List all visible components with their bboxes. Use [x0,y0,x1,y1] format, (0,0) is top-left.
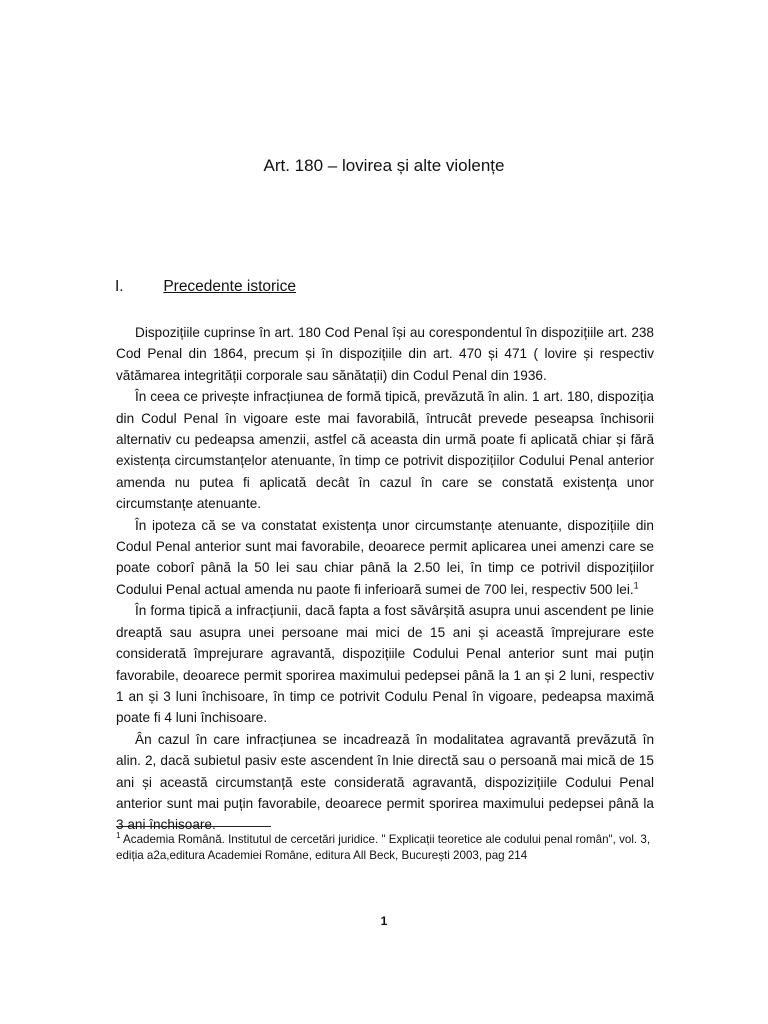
paragraph-text: În ipoteza că se va constatat existența unor circumstanțe atenuante, dispozițiile din Codul Penal anterior sunt mai favorabile, deoarece permit aplicarea unei amenzi care se poate coborî până la 50 lei sau chiar până la 2.50 lei, în timp ce potrivil dispozițiilor Codului Penal actual amenda nu paote fi inferioară sumei de 700 lei, respectiv 500 lei. [116,517,654,597]
footnote [116,832,656,864]
footnote-reference[interactable]: 1 [633,580,639,591]
paragraph: În ceea ce privește infracțiunea de formă tipică, prevăzută în alin. 1 art. 180, dispoziția din Codul Penal în vigoare este mai favorabilă, întrucât prevede peseapsa închisorii alternativ cu pedeapsa amenzii, astfel că aceasta din urmă poate fi aplicată chiar și fără existența circumstanțelor atenuante, în timp ce potrivit dispozițiilor Codului Penal anterior amenda nu putea fi aplicată decât în cazul în care se constată existența unor circumstanțe atenuante. [116,389,654,512]
paragraph: În forma tipică a infracțiunii, dacă fapta a fost săvârșită asupra unui ascendent pe linie dreaptă sau asupra unei persoane mai mici de 15 ani și această împrejurare este considerată împrejurare agravantă, dispozițiile Codului Penal anterior sunt mai puțin favorabile, deoarece permit sporirea maximului pedepsei până la 1 an și 2 luni, respectiv 1 an și 3 luni închisoare, în timp ce potrivit Codulu Penal în vigoare, pedeapsa maximă poate fi 4 luni închisoare. [116,603,654,726]
footnote-marker: 1 [116,831,121,841]
paragraph: Ân cazul în care infracțiunea se incadrează în modalitatea agravantă prevăzută în alin. 2, dacă subietul pasiv este ascendent în lnie directă sau o persoană mai mică de 15 ani și această circumstanță este considerată agravantă, dispozizițiile Codului Penal anterior sunt mai puțin favorabile, deoarece permit sporirea maximului pedepsei până la 3 ani închisoare. [116,731,654,833]
section-header [115,278,296,296]
footnote-text: Academia Română. Institutul de cercetări juridice. " Explicații teoretice ale codului penal român", vol. 3, ediția a2a,editura Academiei Romȃne, editura All Beck, București 2003, pag 214 [116,833,651,862]
section-heading: Precedente istorice [163,278,296,295]
footnote-divider [116,826,271,827]
body-text [116,322,654,836]
paragraph [116,515,654,601]
page-number: 1 [380,914,388,928]
page-title: Art. 180 – lovirea și alte violențe [263,156,505,175]
section-number: I. [115,278,124,295]
paragraph: Dispozițiile cuprinse în art. 180 Cod Penal își au corespondentul în dispozițiile art. 238 Cod Penal din 1864, precum și în dispozițiile din art. 470 și 471 ( lovire și respectiv vătămarea integrității corporale sau sănătații) din Codul Penal din 1936. [116,325,654,383]
